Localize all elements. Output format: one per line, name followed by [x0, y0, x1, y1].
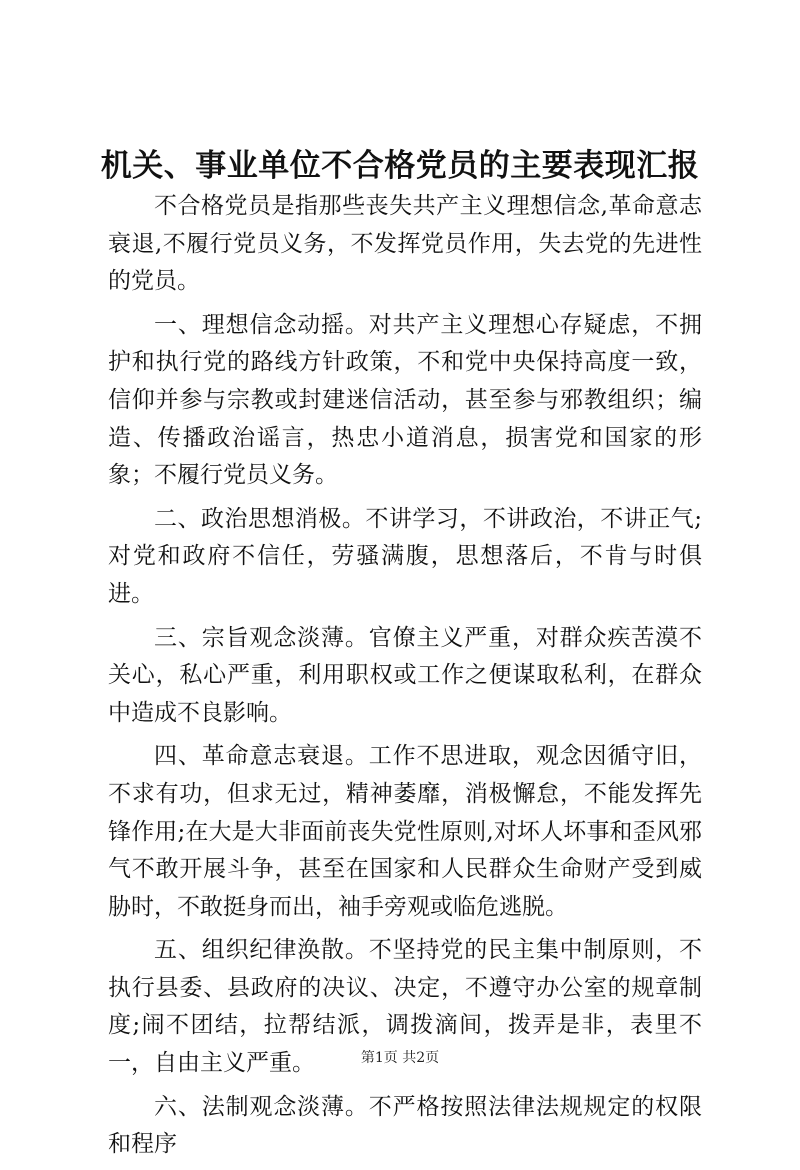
paragraph-section-1: 一、理想信念动摇。对共产主义理想心存疑虑，不拥护和执行党的路线方针政策，不和党中央保持高度一致，信仰并参与宗教或封建迷信活动，甚至参与邪教组织；编造、传播政治谣言，热忠小道消息，损害党和国家的形象；不履行党员义务。	[108, 311, 702, 489]
paragraph-section-6: 六、法制观念淡薄。不严格按照法律法规规定的权限和程序	[108, 1093, 702, 1158]
document-title: 机关、事业单位不合格党员的主要表现汇报	[100, 148, 700, 184]
paragraph-intro: 不合格党员是指那些丧失共产主义理想信念,革命意志衰退,不履行党员义务，不发挥党员作用，失去党的先进性的党员。	[108, 193, 702, 295]
paragraph-section-4: 四、革命意志衰退。工作不思进取，观念因循守旧，不求有功，但求无过，精神萎靡，消极懈怠，不能发挥先锋作用;在大是大非面前丧失党性原则,对坏人坏事和歪风邪气不敢开展斗争，甚至在国家和人民群众生命财产受到威胁时，不敢挺身而出，袖手旁观或临危逃脱。	[108, 743, 702, 920]
paragraph-section-2: 二、政治思想消极。不讲学习，不讲政治，不讲正气;对党和政府不信任，劳骚满腹，思想落后，不肯与时俱进。	[108, 505, 702, 607]
paragraph-section-3: 三、宗旨观念淡薄。官僚主义严重，对群众疾苦漠不关心，私心严重，利用职权或工作之便谋取私利，在群众中造成不良影响。	[108, 624, 702, 726]
document-body	[108, 188, 702, 1170]
page-footer: 第1页 共2页	[360, 1050, 440, 1066]
paragraph-section-5: 五、组织纪律涣散。不坚持党的民主集中制原则，不执行县委、县政府的决议、决定，不遵守办公室的规章制度;闹不团结，拉帮结派，调拨滴间，拨弄是非，表里不一，自由主义严重。	[108, 937, 702, 1077]
